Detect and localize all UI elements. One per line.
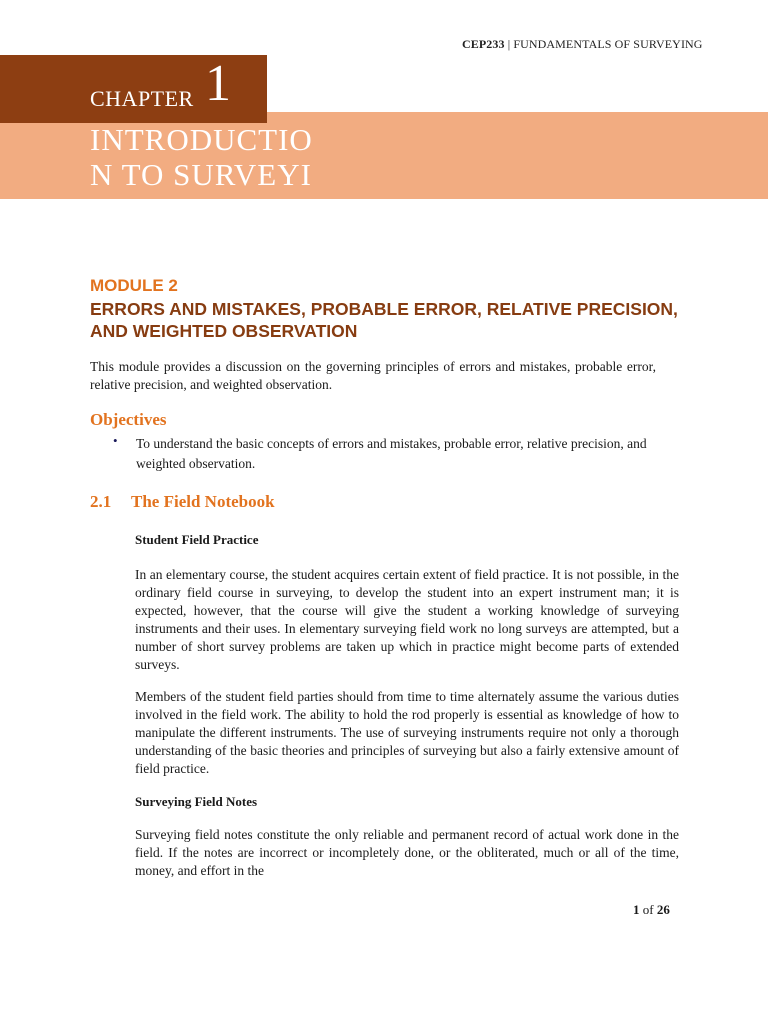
subsection-heading: Student Field Practice <box>135 532 259 547</box>
paragraph: Surveying field notes constitute the only reliable and permanent record of actual work done in the field. If the notes are incorrect or incompletely done, or the obliterated, much or all of the time, money, and effort in the <box>135 827 679 878</box>
module-title: ERRORS AND MISTAKES, PROBABLE ERROR, RELATIVE PRECISION, AND WEIGHTED OBSERVATION <box>90 299 678 341</box>
header-separator: | <box>504 37 514 51</box>
chapter-title: INTRODUCTION TO SURVEYING <box>90 122 313 227</box>
page-of: of <box>642 902 654 917</box>
subsection-heading: Surveying Field Notes <box>135 794 258 809</box>
module-label: MODULE 2 <box>90 276 178 295</box>
course-code: CEP233 <box>462 37 505 51</box>
module-intro: This module provides a discussion on the governing principles of errors and mistakes, probable error, relative precision, and weighted observation. <box>90 359 656 392</box>
page-number <box>633 902 670 918</box>
paragraph: Members of the student field parties should from time to time alternately assume the various duties involved in the field work. The ability to hold the rod properly is essential as knowledge of how to manipulate the different instruments. The use of surveying instruments require not only a thorough understanding of the basic theories and principles of surveying but also a fairly extensive amount of field practice. <box>135 689 679 776</box>
document-header <box>462 37 752 52</box>
current-page: 1 <box>633 902 640 917</box>
section-heading <box>90 492 275 512</box>
section-title: The Field Notebook <box>131 492 275 511</box>
paragraph: In an elementary course, the student acquires certain extent of field practice. It is not possible, in the ordinary field course in surveying, to develop the student into an expert instrument man; it is expected, however, that the course will give the student a working knowledge of surveying instruments and their uses. In elementary surveying field work no long surveys are attempted, but a number of short survey problems are taken up which in practice might become parts of extended surveys. <box>135 567 679 672</box>
objective-item: To understand the basic concepts of errors and mistakes, probable error, relative precision, and weighted observation. <box>136 436 647 471</box>
chapter-title-container <box>90 120 410 227</box>
course-title: FUNDAMENTALS OF SURVEYING <box>513 37 703 51</box>
bullet-icon: • <box>113 433 118 448</box>
chapter-number: 1 <box>205 55 231 112</box>
section-number: 2.1 <box>90 492 112 511</box>
objectives-heading: Objectives <box>90 410 167 429</box>
chapter-label: CHAPTER <box>90 86 194 111</box>
total-pages: 26 <box>656 902 670 917</box>
